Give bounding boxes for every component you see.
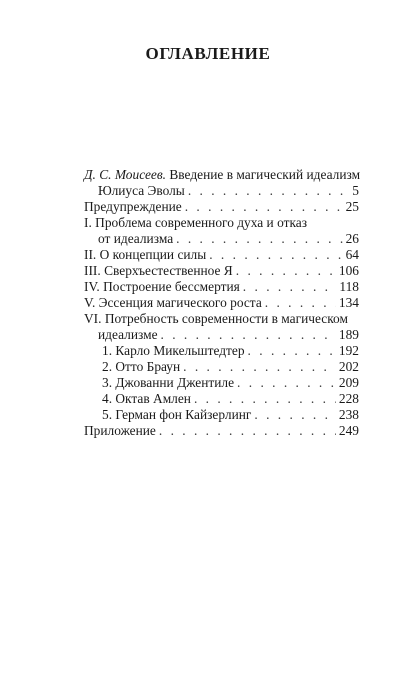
toc-page-number: 192: [338, 343, 359, 358]
toc-entry-title: 1. Карло Микельштедтер: [102, 343, 245, 358]
toc-entry-title-continued: от идеализма: [98, 231, 174, 246]
toc-page-number: 118: [339, 279, 359, 294]
toc-subentry-gentile[interactable]: [84, 375, 359, 391]
toc-subentry-michelstaedter[interactable]: [84, 343, 359, 359]
toc-entry-introduction[interactable]: [84, 167, 359, 199]
toc-entry-chapter-3[interactable]: [84, 263, 359, 279]
toc-entry-title-continued: Юлиуса Эволы: [98, 183, 185, 198]
page-title: ОГЛАВЛЕНИЕ: [145, 44, 271, 63]
dot-leader: [209, 247, 342, 263]
toc-page-number: 134: [338, 295, 359, 310]
toc-entry-title: V. Эссенция магического роста: [84, 295, 262, 310]
toc-entry-title: 3. Джованни Джентиле: [102, 375, 235, 390]
toc-entry-title: IV. Построение бессмертия: [84, 279, 240, 294]
toc-page-number: 64: [345, 247, 359, 262]
dot-leader: [243, 279, 337, 295]
dot-leader: [236, 263, 336, 279]
toc-entry-chapter-5[interactable]: [84, 295, 359, 311]
toc-page-number: 189: [338, 327, 359, 342]
toc-entry-title: III. Сверхъестественное Я: [84, 263, 233, 278]
dot-leader: [194, 391, 336, 407]
toc-entry-chapter-6[interactable]: [84, 311, 359, 343]
toc-page-number: 202: [338, 359, 359, 374]
toc-entry-title: I. Проблема современного духа и отказ: [84, 215, 307, 230]
toc-page-number: 228: [338, 391, 359, 406]
toc-entry-author: Д. С. Моисеев.: [84, 167, 167, 182]
toc-entry-preface[interactable]: [84, 199, 359, 215]
toc-entry-title: Введение в магический идеализм: [169, 167, 361, 182]
toc-entry-title: 4. Октав Амлен: [102, 391, 191, 406]
dot-leader: [237, 375, 336, 391]
toc-entry-title: Предупреждение: [84, 199, 182, 214]
dot-leader: [185, 199, 343, 215]
dot-leader: [188, 183, 349, 199]
toc-entry-chapter-2[interactable]: [84, 247, 359, 263]
dot-leader: [176, 231, 342, 247]
toc-subentry-hamelin[interactable]: [84, 391, 359, 407]
toc-entry-title: 2. Отто Браун: [102, 359, 181, 374]
dot-leader: [265, 295, 336, 311]
dot-leader: [254, 407, 336, 423]
toc-entry-title: VI. Потребность современности в магическом: [84, 311, 348, 326]
dot-leader: [159, 423, 336, 439]
dot-leader: [161, 327, 336, 343]
toc-page-number: 106: [338, 263, 359, 278]
toc-subentry-keyserling[interactable]: [84, 407, 359, 423]
toc-entry-appendix[interactable]: [84, 423, 359, 439]
toc-page-number: 249: [338, 423, 359, 438]
toc-entry-title: II. О концепции силы: [84, 247, 207, 262]
toc-page-number: 209: [338, 375, 359, 390]
toc-subentry-braun[interactable]: [84, 359, 359, 375]
toc-entry-title: 5. Герман фон Кайзерлинг: [102, 407, 252, 422]
toc-entry-title: Приложение: [84, 423, 156, 438]
table-of-contents: [84, 167, 359, 439]
toc-entry-chapter-4[interactable]: [84, 279, 359, 295]
toc-page-number: 238: [338, 407, 359, 422]
toc-page-number: 26: [345, 231, 359, 246]
toc-page-number: 5: [352, 183, 359, 198]
dot-leader: [183, 359, 336, 375]
toc-page-number: 25: [345, 199, 359, 214]
dot-leader: [248, 343, 336, 359]
toc-entry-chapter-1[interactable]: [84, 215, 359, 247]
toc-entry-title-continued: идеализме: [98, 327, 158, 342]
